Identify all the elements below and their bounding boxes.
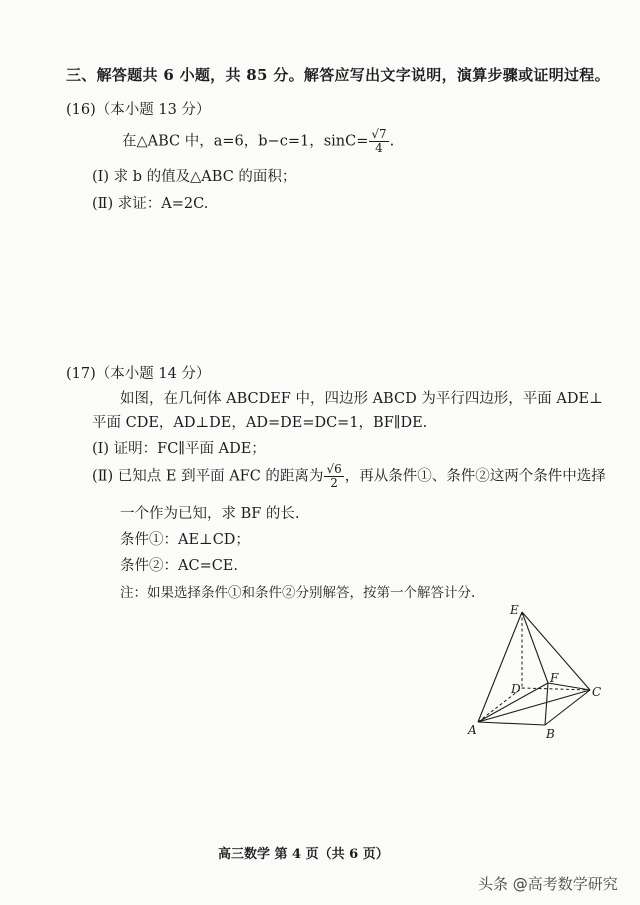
page-footer: 高三数学 第 4 页（共 6 页）: [218, 847, 389, 862]
q16-stem-suffix: .: [389, 133, 395, 150]
edge-AB: [478, 722, 545, 725]
edge-AC: [478, 690, 590, 722]
q17-condition2: 条件②：AC=CE.: [120, 558, 239, 574]
q17-part2: [92, 463, 606, 490]
q17-part2-line2: 一个作为已知，求 BF 的长.: [120, 506, 300, 522]
q16-header: (16)（本小题 13 分）: [66, 102, 211, 118]
label-B: B: [546, 727, 555, 741]
q17-part2-suffix: ，再从条件①、条件②这两个条件中选择: [344, 468, 606, 485]
watermark: 头条 @高考数学研究: [478, 875, 618, 893]
q16-part2: (Ⅱ) 求证：A=2C.: [92, 196, 209, 212]
edge-FB: [545, 683, 548, 725]
label-A: A: [468, 723, 477, 737]
q16-fraction: [369, 128, 388, 155]
q17-stem-line1: 如图，在几何体 ABCDEF 中，四边形 ABCD 为平行四边形，平面 ADE⊥: [120, 391, 603, 407]
geometry-figure: [460, 600, 610, 745]
label-F: F: [550, 671, 559, 685]
q16-frac-num: √7: [371, 127, 387, 141]
label-D: D: [511, 682, 521, 696]
q17-part1: (Ⅰ) 证明：FC∥平面 ADE；: [92, 441, 266, 457]
q17-stem-line2: 平面 CDE，AD⊥DE，AD=DE=DC=1，BF∥DE.: [92, 415, 428, 431]
label-E: E: [510, 603, 519, 617]
q17-condition1: 条件①：AE⊥CD；: [120, 532, 250, 548]
q17-frac-den: 2: [330, 476, 338, 490]
q17-header: (17)（本小题 14 分）: [66, 366, 211, 382]
q17-fraction: [324, 463, 343, 490]
label-C: C: [592, 685, 602, 699]
edge-BC: [545, 690, 590, 725]
q17-frac-num: √6: [326, 462, 342, 476]
q16-frac-den: 4: [375, 141, 383, 155]
q16-part1: (Ⅰ) 求 b 的值及△ABC 的面积；: [92, 169, 297, 185]
edge-EA: [478, 612, 522, 722]
q17-note: 注：如果选择条件①和条件②分别解答，按第一个解答计分.: [120, 585, 476, 601]
q16-stem-prefix: 在△ABC 中，a=6，b−c=1，sinC=: [122, 133, 369, 150]
q17-part2-prefix: (Ⅱ) 已知点 E 到平面 AFC 的距离为: [92, 468, 324, 485]
q16-stem: [122, 128, 394, 155]
edge-EF: [522, 612, 548, 683]
section-heading: 三、解答题共 6 小题，共 85 分。解答应写出文字说明，演算步骤或证明过程。: [66, 66, 610, 84]
